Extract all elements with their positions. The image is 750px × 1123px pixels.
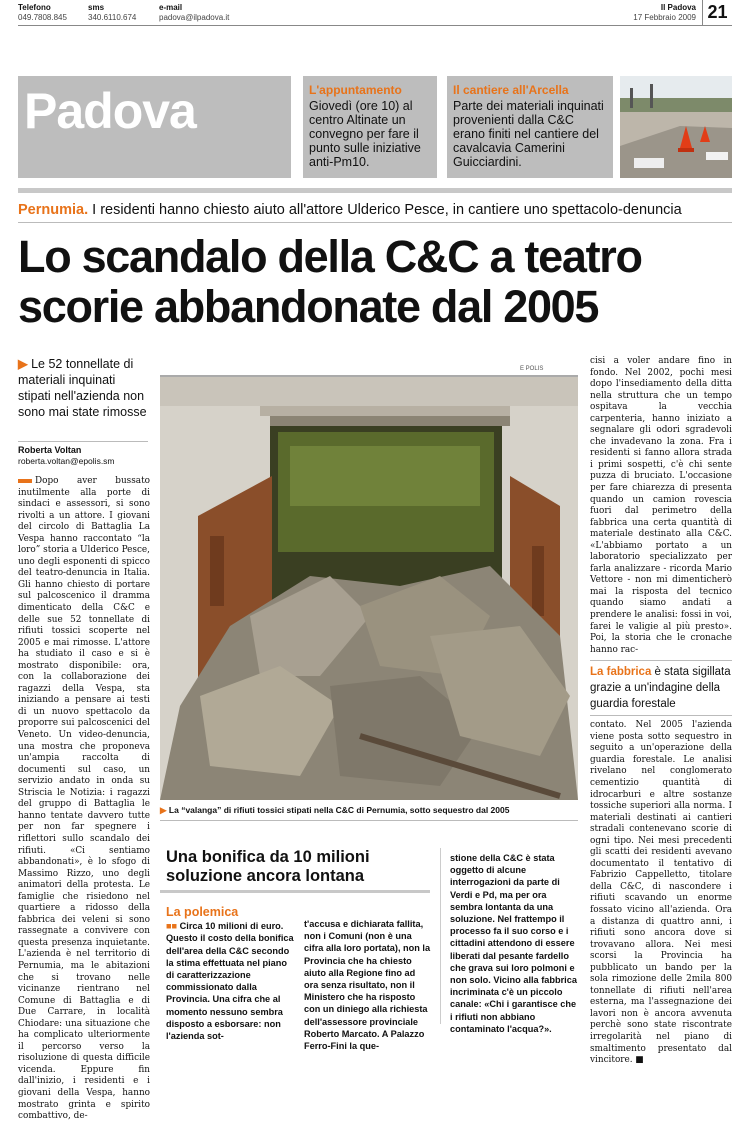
photo-caption (160, 804, 578, 821)
article-text-left: Dopo aver bussato inutilmente alla porte di sindaci e assessori, si sono rivolti a un attore. I giovani del circolo di Battaglia La Vespa hanno raccontato “la loro” storia a Ulderico Pesce, uno degli esponenti di spicco del teatro-denuncia in Italia. Gli hanno chiesto di portare sul palcoscenico il dramma dimenticato della C&C e delle sue 52 tonnellate di rifiuti tossici scoperte nel 2005 e mai rimosse. L'attore ha studiato il caso e si è mostrato disponibile: ora, con la collaborazione dei ragazzi della Vespa, sta iniziando a pensare ai testi di un nuovo spettacolo da proporre sui palcoscenici del Veneto. Un video-denuncia, una mostra che proponeva un'ampia raccolta di documenti sul caso, un servizio andato in onda su Striscia le Notizia: i ragazzi del gruppo di Battaglia le hanno tentate davvero tutte per non far spegnere i riflettori sullo scandalo dei rifiuti. «Ci sentiamo abbandonati», è lo sfogo di Massimo Rizzo, uno degli animatori della protesta. Le famiglie che risiedono nel quartiere a ridosso della fabbrica dei veleni si sono rassegnate a convivere con questa presenza inquietante. L'azienda è nel territorio di Pernumia, ma le abitazioni che si trovano nelle vicinanze rientrano nel Comune di Battaglia e di Due Carrare, in località Chiodare: una situazione che ha complicato ulteriormente il percorso verso la risoluzione di questa difficile vicenda. Eppure fin dall'inizio, i residenti e i giovani della Vespa, hanno mostrato grinta e spirito combattivo, de- (18, 476, 150, 1122)
sms-number: 340.6110.674 (88, 13, 137, 22)
divider (18, 188, 732, 193)
sms-info (88, 3, 136, 23)
phone-label: Telefono (18, 3, 51, 12)
sub-article-col-1 (166, 906, 294, 1042)
sub-article-text-1: Circa 10 milioni di euro. Questo il costo della bonifica dell'area della C&C secondo la stima effettuata nel piano di caratterizzazione commissionato dalla Provincia. Una cifra che al momento nessuno sembra disposto a esborsare: non l'azienda sot- (166, 921, 294, 1042)
section-banner (18, 76, 291, 178)
sub-article-col-3 (450, 852, 580, 1035)
email-address[interactable]: padova@ilpadova.it (159, 13, 230, 22)
waste-doorway-image (160, 376, 578, 800)
appointment-title: L'appuntamento (309, 83, 402, 97)
headline (18, 232, 732, 332)
sms-label: sms (88, 3, 105, 12)
photo-credit: E POLIS (520, 366, 544, 372)
section-title: Padova (24, 83, 196, 139)
author-name: Roberta Voltan (18, 445, 82, 455)
author-email[interactable]: roberta.voltan@epolis.sm (18, 456, 115, 466)
column-divider (440, 848, 441, 1024)
main-photo (160, 376, 578, 800)
appointment-box (303, 76, 437, 178)
construction-photo (620, 76, 732, 178)
play-icon: ▶ (18, 357, 28, 371)
lead-text: Le 52 tonnellate di materiali inquinati stipati nell'azienda non sono mai state rimosse (18, 357, 147, 419)
sub-article-text-3: stione della C&C è stata oggetto di alcune interrogazioni da parte di Verdi e Pd, ma per ora sembra lontanta da una soluzione. Nel frattempo il processo fa il suo corso e i cittadini attendono di essere liberati dal pesante fardello che grava sui loro polmoni e non solo. Vicino alla fabbrica incriminata c'è un piccolo canale: «Chi i garantisce che i rifiuti non abbiano contaminato l'acqua?». (450, 853, 577, 1034)
pull-quote (590, 660, 732, 716)
paper-name: Il Padova (660, 3, 696, 12)
appointment-text: Giovedì (ore 10) al centro Altinate un convegno per fare il punto sulle iniziative anti-Pm10. (309, 99, 421, 169)
phone-info (18, 3, 67, 23)
headline-line-1: Lo scandalo della C&C a teatro (18, 231, 642, 282)
article-text-right-2: contato. Nel 2005 l'azienda viene posta sotto sequestro in seguito a un'operazione della guardia forestale. Le analisi rivelano nel conglomerato cementizio quantità di idrocarburi e altre sostanze tossiche superiori alla norma. I materiali destinati ai cantieri stradali contenevano scorie di ogni tipo. Nei mesi precedenti gli scatti dei residenti avevano documentato il tentativo di Fabrizio Cappelletto, titolare della C&C, di nascondere i rifiuti scavando un enorme fossato vicino all'azienda. Ora a distanza di quattro anni, i rifiuti sono ancora dove si trovavano allora. Nei mesi scorsi la Provincia ha pubblicato un bando per la sola rimozione delle 2mila 800 tonnellate di rifiuti nell'area esterna, ma l'assegnazione dei lavori non è ancora avvenuta perchè sono state riscontrate irregolarità nel piano di smaltimento presentato dal vincitore. ■ (590, 720, 732, 1066)
sub-article-title: Una bonifica da 10 milioni soluzione ancora lontana (160, 848, 430, 893)
top-bar (18, 0, 732, 26)
article-text-right-1: cisi a voler andare fino in fondo. Nel 2002, pochi mesi dopo l'insediamento della ditta nella struttura che un tempo ospitava la vecchia carpenteria, hanno iniziato a segnalare gli odori sgradevoli che invadevano la zona. Fra i residenti si fanno allora strada i primi sospetti, c'è chi sente puzza di bruciato. L'occasione per fare chiarezza di presenta quando un camion rovescia fuori dal perimetro della fabbrica una certa quantità di materiale destinato alla C&C. «L'abbiamo portato a un laboratorio specializzato per farla analizzare - ricorda Mario Vettore - non mi dimenticherò mai la risposta del tecnico quando siamo andati a prendere le analisi: fossi in voi, farei le valigie al più presto». Poi, la storia che le cronache hanno rac- (590, 356, 732, 655)
byline (18, 441, 148, 467)
caption-text: La “valanga” di rifiuti tossici stipati nella C&C di Pernumia, sotto sequestro dal 2005 (166, 805, 510, 815)
page-number: 21 (702, 0, 732, 25)
article-column-left (18, 476, 150, 1122)
paper-info (633, 3, 696, 23)
square-marker-icon: ■■ (166, 921, 178, 932)
kicker-place: Pernumia. (18, 202, 89, 218)
construction-text: Parte dei materiali inquinati provenienti dalla C&C erano finiti nel cantiere del cavalcavia Camerini Guicciardini. (453, 99, 604, 169)
pull-quote-text: è stata sigillata grazie a un'indagine della guardia forestale (590, 666, 731, 711)
construction-box (447, 76, 613, 178)
paragraph-marker (18, 479, 32, 483)
lead-summary (18, 356, 148, 420)
email-label: e-mail (159, 3, 183, 12)
kicker (18, 200, 732, 223)
sub-article-text-2: t'accusa e dichiarata fallita, non i Comuni (non è una cifra alla loro portata), non la Provincia che ha chiesto aiuto alla Regione fino ad ora senza risultato, non il Ministero che ha risposto con un diniego alla richiesta dell'assessore provinciale Roberto Marcato. A Palazzo Ferro-Fini la que- (304, 919, 431, 1052)
article-column-right (590, 356, 732, 1067)
sub-article-section: La polemica (166, 905, 239, 919)
email-info (159, 3, 229, 23)
kicker-text: I residenti hanno chiesto aiuto all'attore Ulderico Pesce, in cantiere uno spettacolo-denuncia (88, 202, 682, 218)
construction-thumbnail (620, 76, 732, 178)
caption-marker-icon: ▶ (160, 805, 167, 815)
pull-quote-lead: La fabbrica (590, 666, 652, 679)
headline-line-2: scorie abbandonate dal 2005 (18, 281, 599, 332)
sub-article-col-2 (304, 918, 432, 1052)
construction-title: Il cantiere all'Arcella (453, 83, 569, 97)
issue-date: 17 Febbraio 2009 (633, 13, 696, 22)
phone-number: 049.7808.845 (18, 13, 67, 22)
